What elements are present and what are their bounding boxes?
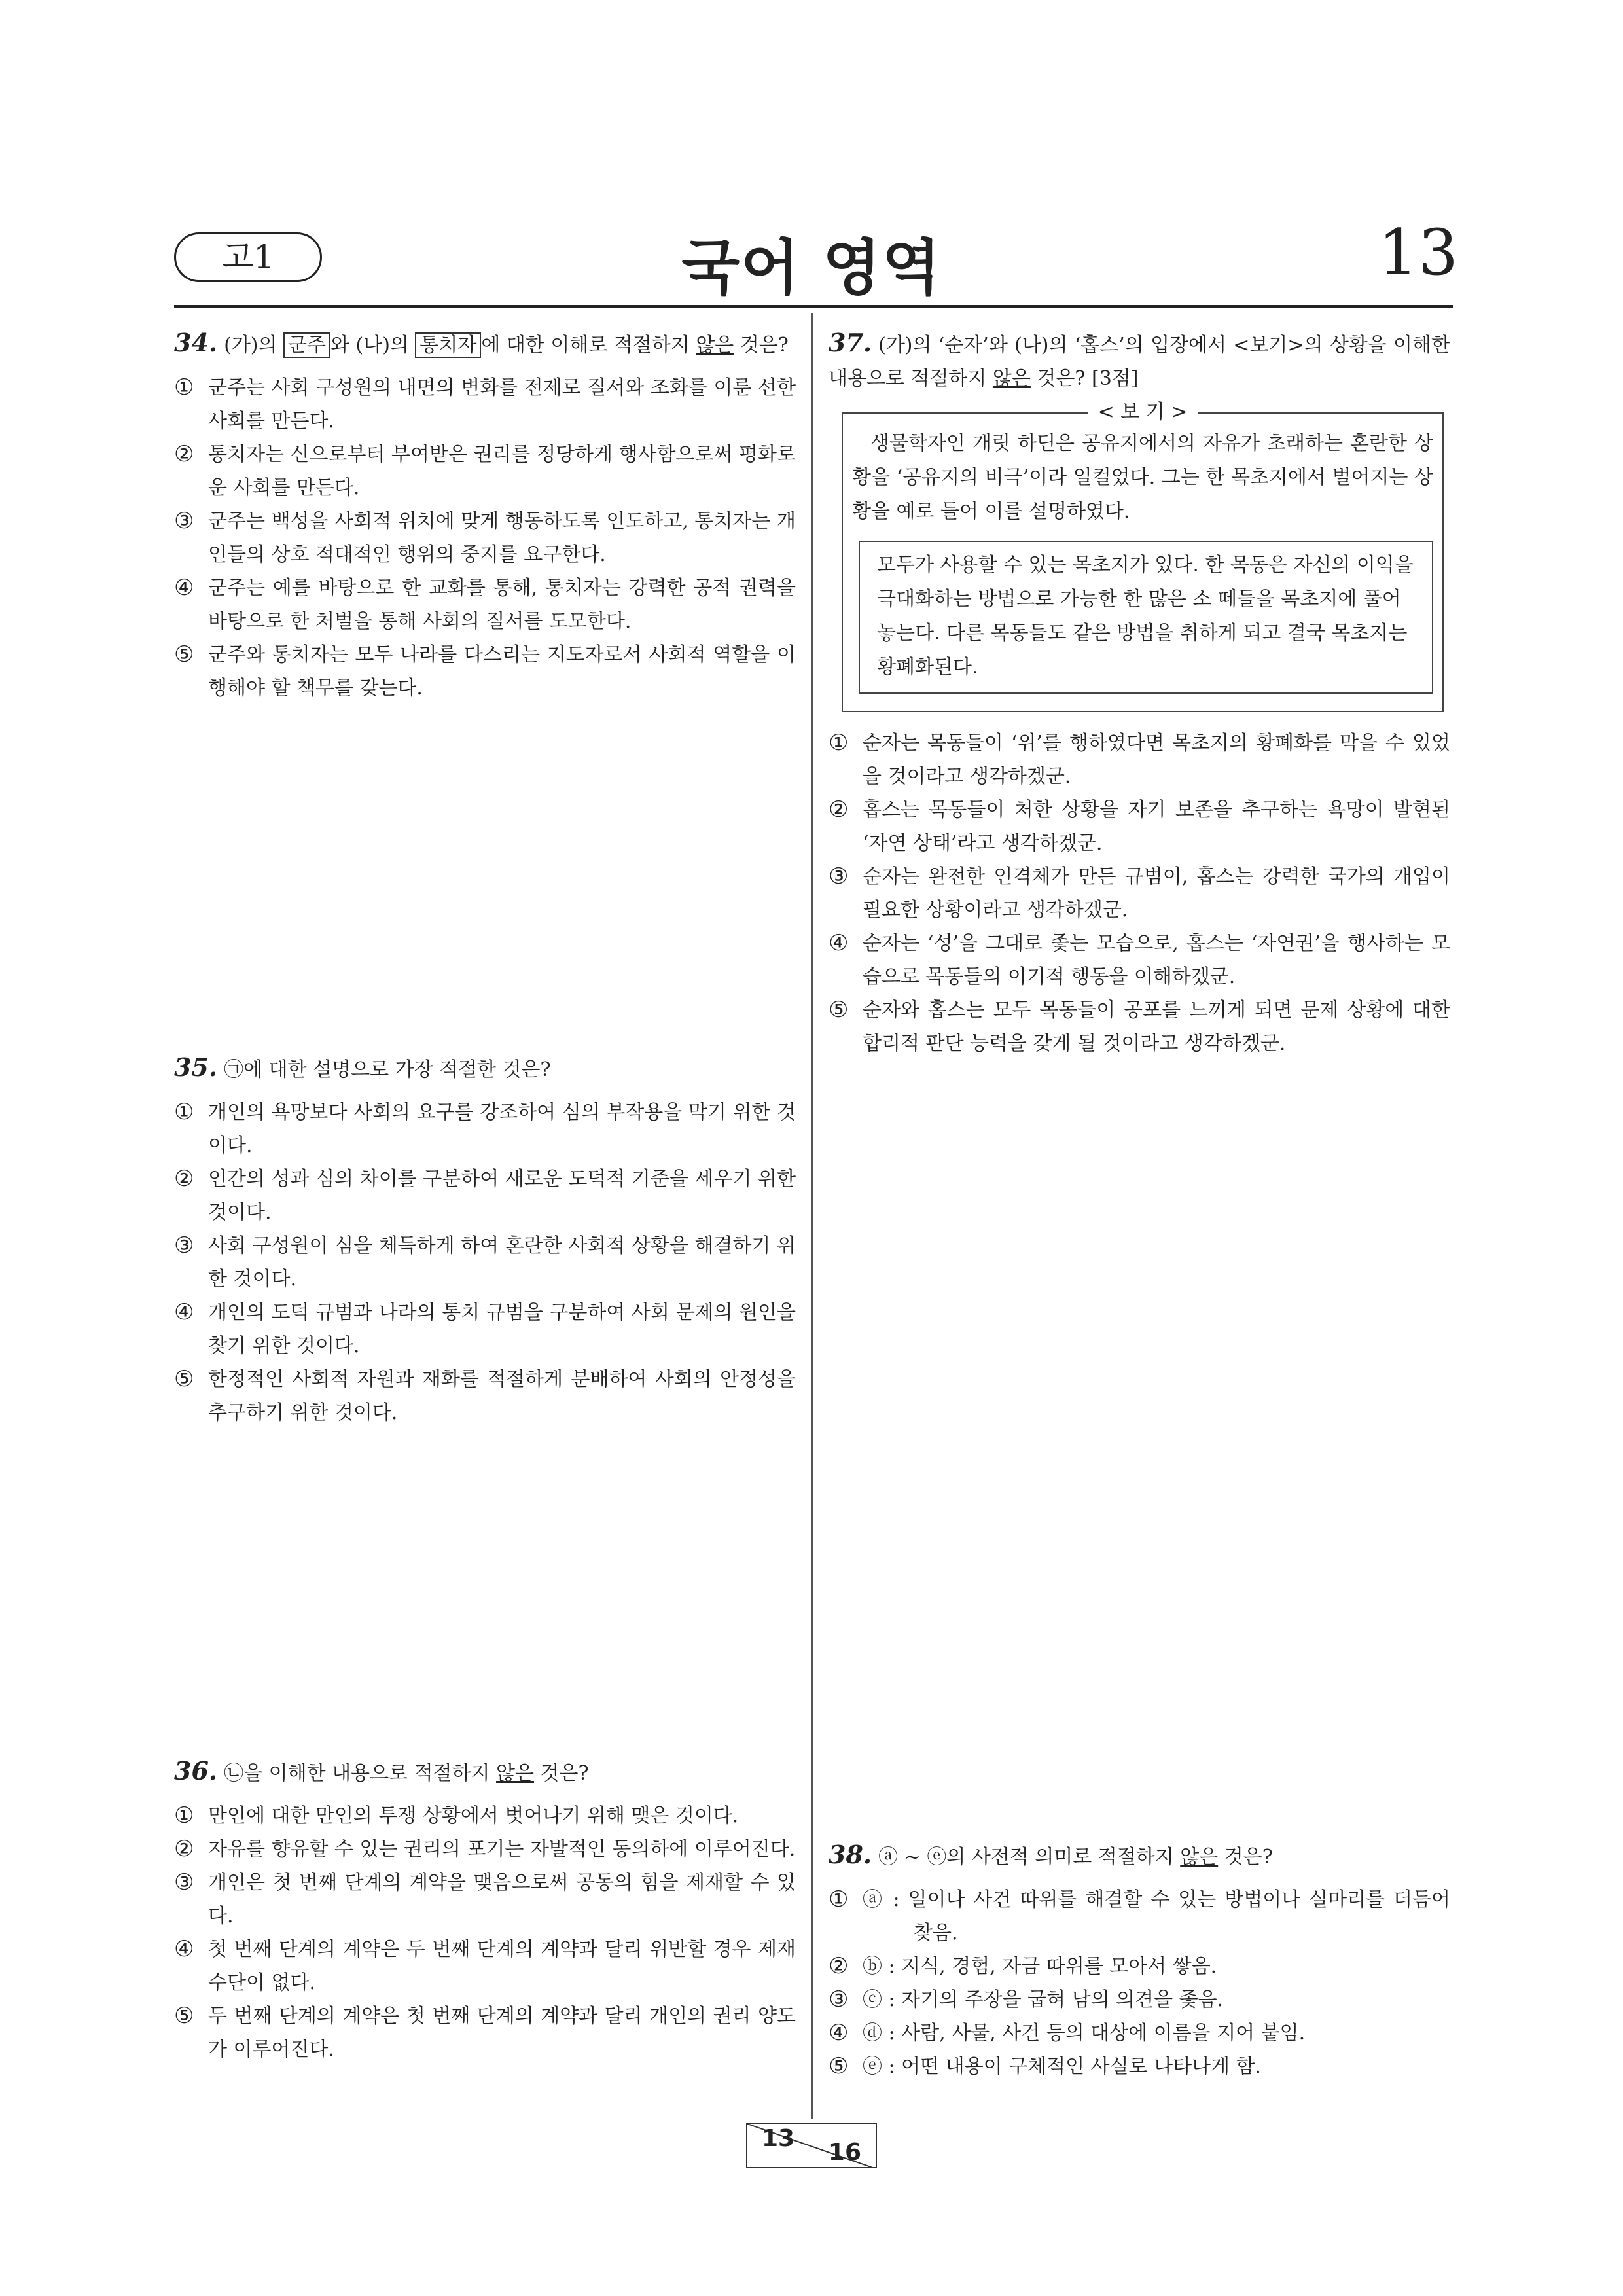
choice-item[interactable]: [174, 505, 796, 571]
choice-marker: ①: [174, 1803, 194, 1829]
choice-item[interactable]: [174, 571, 796, 638]
choice-item[interactable]: [174, 1833, 796, 1866]
choice-text: 개인은 첫 번째 단계의 계약을 맺음으로써 공동의 힘을 제재할 수 있다.: [208, 1871, 796, 1928]
page-number: 13: [1378, 216, 1458, 289]
stem-text: ㉡을 이해한 내용으로 적절하지: [224, 1762, 497, 1785]
choice-item[interactable]: [174, 1363, 796, 1429]
choice-item[interactable]: [174, 1229, 796, 1296]
choice-text: ⓐ : 일이나 사건 따위를 해결할 수 있는 방법이나 실마리를 더듬어 찾음.: [863, 1888, 1450, 1945]
choice-marker: ②: [174, 1836, 194, 1862]
choice-text: 순자는 ‘성’을 그대로 좇는 모습으로, 홉스는 ‘자연권’을 행사하는 모습으로 목동들의 이기적 행동을 이해하겠군.: [863, 932, 1450, 988]
bogi-box: [842, 401, 1444, 712]
choice-text: ⓓ : 사람, 사물, 사건 등의 대상에 이름을 지어 붙임.: [863, 2022, 1306, 2045]
stem-text: ㉠에 대한 설명으로 가장 적절한 것은?: [224, 1058, 551, 1081]
stem-text: 것은? [3점]: [1030, 367, 1139, 390]
choice-item[interactable]: [174, 1096, 796, 1162]
choice-marker: ①: [829, 730, 849, 756]
choice-text: ⓑ : 지식, 경험, 자금 따위를 모아서 쌓음.: [863, 1955, 1217, 1978]
header-rule: [174, 305, 1453, 308]
question-number: 38.: [829, 1840, 872, 1869]
question-36-stem: [174, 1754, 796, 1790]
choice-marker: ④: [174, 1299, 194, 1325]
choice-marker: ②: [174, 441, 194, 467]
choice-text: 홉스는 목동들이 처한 상황을 자기 보존을 추구하는 욕망이 발현된 ‘자연 상태’라고 생각하겠군.: [863, 798, 1450, 855]
question-number: 36.: [174, 1756, 218, 1785]
choice-text: 두 번째 단계의 계약은 첫 번째 단계의 계약과 달리 개인의 권리 양도가 이루어진다.: [208, 2005, 796, 2061]
choice-marker: ②: [829, 797, 849, 823]
choice-list: [174, 371, 796, 705]
choice-item[interactable]: [174, 1162, 796, 1229]
underlined-text: 않은: [696, 334, 734, 357]
stem-text: 것은?: [734, 334, 789, 357]
question-38-stem: [829, 1838, 1450, 1874]
choice-text: 군주는 백성을 사회적 위치에 맞게 행동하도록 인도하고, 통치자는 개인들의 상호 적대적인 행위의 중지를 요구한다.: [208, 510, 796, 566]
choice-marker: ③: [829, 1986, 849, 2013]
footer-page-box: [746, 2123, 877, 2168]
choice-text: 개인의 욕망보다 사회의 요구를 강조하여 심의 부작용을 막기 위한 것이다.: [208, 1101, 796, 1157]
choice-item[interactable]: [829, 2050, 1450, 2083]
question-38: [829, 1838, 1450, 2083]
stem-text: (가)의: [224, 334, 284, 357]
choice-item[interactable]: [829, 1883, 1450, 1950]
choice-marker: ⑤: [829, 2053, 849, 2079]
choice-list: [829, 726, 1450, 1060]
choice-text: 순자와 홉스는 모두 목동들이 공포를 느끼게 되면 문제 상황에 대한 합리적 판단 능력을 갖게 될 것이라고 생각하겠군.: [863, 999, 1450, 1055]
choice-item[interactable]: [174, 638, 796, 705]
stem-text: 것은?: [534, 1762, 589, 1785]
choice-marker: ⑤: [174, 641, 194, 668]
choice-item[interactable]: [829, 2017, 1450, 2050]
choice-marker: ②: [829, 1953, 849, 1979]
choice-marker: ⑤: [174, 1366, 194, 1392]
choice-marker: ④: [829, 2020, 849, 2046]
choice-item[interactable]: [829, 927, 1450, 994]
boxed-term: 군주: [283, 332, 330, 358]
choice-text: 군주는 사회 구성원의 내면의 변화를 전제로 질서와 조화를 이룬 선한 사회를 만든다.: [208, 376, 796, 433]
question-36: [174, 1754, 796, 2066]
choice-item[interactable]: [829, 1950, 1450, 1983]
choice-list: [174, 1799, 796, 2066]
stem-text: ⓐ ~ ⓔ의 사전적 의미로 적절하지: [878, 1846, 1181, 1869]
question-number: 34.: [174, 328, 218, 357]
stem-text: 에 대한 이해로 적절하지: [481, 334, 696, 357]
choice-marker: ①: [829, 1886, 849, 1912]
bogi-title-text: < 보 기 >: [1088, 401, 1198, 423]
choice-text: 사회 구성원이 심을 체득하게 하여 혼란한 사회적 상황을 해결하기 위한 것이다.: [208, 1234, 796, 1291]
choice-text: ⓔ : 어떤 내용이 구체적인 사실로 나타나게 함.: [863, 2055, 1262, 2078]
choice-marker: ③: [174, 508, 194, 534]
question-35: [174, 1050, 796, 1429]
choice-text: 만인에 대한 만인의 투쟁 상황에서 벗어나기 위해 맺은 것이다.: [208, 1804, 739, 1827]
choice-marker: ④: [174, 1936, 194, 1962]
choice-marker: ④: [174, 575, 194, 601]
choice-text: 첫 번째 단계의 계약은 두 번째 단계의 계약과 달리 위반할 경우 제재 수단이 없다.: [208, 1938, 796, 1994]
choice-text: 순자는 완전한 인격체가 만든 규범이, 홉스는 강력한 국가의 개입이 필요한 상황이라고 생각하겠군.: [863, 865, 1450, 922]
choice-item[interactable]: [174, 1296, 796, 1363]
choice-item[interactable]: [174, 371, 796, 438]
question-number: 37.: [829, 328, 872, 357]
footer-page-number: 13: [762, 2125, 795, 2152]
bogi-text: 생물학자인 개릿 하딘은 공유지에서의 자유가 초래하는 혼란한 상황을 ‘공유지의 비극’이라 일컬었다. 그는 한 목초지에서 벌어지는 상황을 예로 들어 이를 설명하였다.: [852, 432, 1433, 523]
question-35-stem: [174, 1050, 796, 1086]
choice-marker: ③: [829, 863, 849, 889]
choice-item[interactable]: [174, 1866, 796, 1933]
question-number: 35.: [174, 1052, 218, 1082]
choice-list: [174, 1096, 796, 1429]
underlined-text: 않은: [992, 367, 1031, 390]
choice-marker: ③: [174, 1869, 194, 1895]
choice-text: ⓒ : 자기의 주장을 굽혀 남의 의견을 좇음.: [863, 1988, 1224, 2011]
footer-total-pages: 16: [828, 2139, 861, 2166]
choice-marker: ⑤: [829, 997, 849, 1023]
page-title: 국어 영역: [681, 233, 942, 303]
choice-text: 한정적인 사회적 자원과 재화를 적절하게 분배하여 사회의 안정성을 추구하기 위한 것이다.: [208, 1368, 796, 1424]
question-34-stem: [174, 326, 796, 362]
choice-text: 개인의 도덕 규범과 나라의 통치 규범을 구분하여 사회 문제의 원인을 찾기 위한 것이다.: [208, 1301, 796, 1357]
choice-marker: ⑤: [174, 2003, 194, 2029]
choice-text: 군주는 예를 바탕으로 한 교화를 통해, 통치자는 강력한 공적 권력을 바탕으로 한 처벌을 통해 사회의 질서를 도모한다.: [208, 577, 796, 633]
choice-text: 통치자는 신으로부터 부여받은 권리를 정당하게 행사함으로써 평화로운 사회를 만든다.: [208, 443, 796, 499]
choice-text: 순자는 목동들이 ‘위’를 행하였다면 목초지의 황폐화를 막을 수 있었을 것이라고 생각하겠군.: [863, 732, 1450, 788]
choice-item[interactable]: [829, 860, 1450, 927]
choice-item[interactable]: [829, 994, 1450, 1060]
question-37: [829, 326, 1450, 1060]
boxed-term: 통치자: [415, 332, 481, 358]
column-divider: [812, 313, 813, 2119]
underlined-text: 않은: [1180, 1846, 1219, 1869]
choice-list: [829, 1883, 1450, 2083]
bogi-title: [843, 399, 1442, 425]
choice-marker: ②: [174, 1166, 194, 1192]
choice-item[interactable]: [174, 438, 796, 505]
choice-marker: ③: [174, 1232, 194, 1259]
underlined-text: 않은: [496, 1762, 534, 1785]
choice-item[interactable]: [829, 1983, 1450, 2017]
choice-item[interactable]: [174, 1933, 796, 2000]
choice-marker: ①: [174, 1099, 194, 1125]
choice-text: 군주와 통치자는 모두 나라를 다스리는 지도자로서 사회적 역할을 이행해야 할 책무를 갖는다.: [208, 643, 796, 700]
choice-item[interactable]: [174, 1799, 796, 1833]
bogi-inner-box: 모두가 사용할 수 있는 목초지가 있다. 한 목동은 자신의 이익을 극대화하는 방법으로 가능한 한 많은 소 떼들을 목초지에 풀어 놓는다. 다른 목동들도 같은 방법을 취하게 되고 결국 목초지는 황폐화된다.: [859, 541, 1433, 694]
choice-item[interactable]: [829, 793, 1450, 860]
stem-text: 와 (나)의: [330, 334, 416, 357]
question-37-stem: [829, 326, 1450, 395]
choice-item[interactable]: [829, 726, 1450, 793]
choice-text: 인간의 성과 심의 차이를 구분하여 새로운 도덕적 기준을 세우기 위한 것이다.: [208, 1168, 796, 1224]
choice-text: 자유를 향유할 수 있는 권리의 포기는 자발적인 동의하에 이루어진다.: [208, 1838, 796, 1861]
question-34: [174, 326, 796, 705]
choice-item[interactable]: [174, 2000, 796, 2066]
stem-text: (가)의 ‘순자’와 (나)의 ‘홉스’의 입장에서 <보기>의 상황을 이해한 내용으로 적절하지: [829, 334, 1450, 390]
grade-badge: 고1: [174, 232, 322, 282]
choice-marker: ①: [174, 374, 194, 401]
stem-text: 것은?: [1218, 1846, 1273, 1869]
choice-marker: ④: [829, 930, 849, 956]
